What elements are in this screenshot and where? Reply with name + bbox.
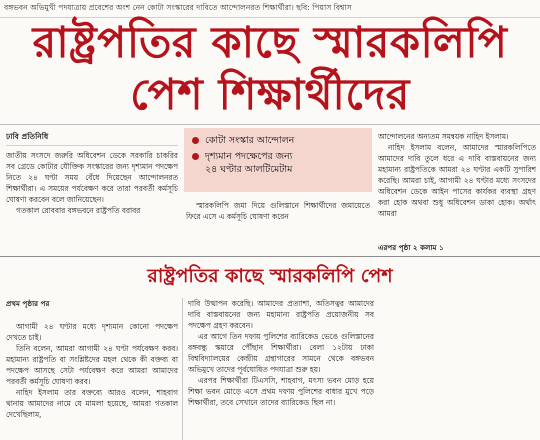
- headline-divider: [0, 124, 540, 125]
- photo-caption: বঙ্গভবন অভিমুখী পদযাত্রায় প্রবেশের অংশ নেন কোটা সংস্কারের দাবিতে আন্দোলনরত শিক্ষার্থীরা। ছবি: পিয়াস বিশ্বাস: [4, 3, 352, 12]
- article-paragraph: এরপর শিক্ষার্থীরা টিএসসি, শাহবাগ, মৎস্য ভবন মোড় হয়ে শিক্ষা ভবন মোড়ে এসে প্রথম দফায় পুলিশের বাধার মুখে পড়ে শিক্ষার্থীরা, তবে সেখানে তাদের ব্যারিকেড ছিল না।: [188, 376, 374, 407]
- article-paragraph: আগামী ২৪ ঘণ্টার মধ্যে দৃশ্যমান কোনো পদক্ষেপ দেখতে চাই।: [6, 322, 178, 342]
- continued-left-column: [6, 298, 178, 440]
- column-divider: [182, 298, 183, 440]
- right-column: [378, 131, 536, 251]
- article-paragraph: দাবি উত্থাপন করেছি। আমাদের প্রত্যাশা, অতিসত্বর আমাদের দাবি বাস্তবায়নের জন্য মহামান্য রাষ্ট্রপতি প্রয়োজনীয় সব পদক্ষেপ গ্রহণ করবেন।: [188, 299, 374, 330]
- byline-divider: [6, 145, 178, 146]
- article-paragraph: জাতীয় সংসদে জরুরি অধিবেশন ডেকে সরকারি চাকরির সব গ্রেডে কোটার যৌক্তিক সংস্কারের জন্য দৃশ্যমান পদক্ষেপ নিতে ২৪ ঘণ্টা সময় বেঁধে দিয়েছেন আন্দোলনরত শিক্ষার্থীরা। এ সময়ের পর্যবেক্ষণ করে তারা পরবর্তী কর্মসূচি ঘোষণা করবেন বলে জানিয়েছেন।: [6, 151, 178, 204]
- middle-column-text: স্মারকলিপি জমা দিয়ে গুলিস্তানে শিক্ষার্থীদের জমায়েতে ফিরে এসে এ কর্মসূচি ঘোষণা করেন: [186, 201, 370, 221]
- bullet-dot-icon: [192, 137, 199, 144]
- highlight-item-1: [192, 134, 364, 147]
- highlight-item-2-cont: ২৪ ঘণ্টার আলটিমেটাম: [205, 164, 293, 175]
- continued-headline: রাষ্ট্রপতির কাছে স্মারকলিপি পেশ: [147, 265, 393, 287]
- bullet-dot-icon: [192, 153, 199, 160]
- from-page-label: প্রথম পৃষ্ঠার পর: [6, 299, 50, 308]
- continued-right-column: [188, 298, 374, 440]
- article-paragraph: গতকাল রোববার বঙ্গভবনে রাষ্ট্রপতি বরাবর: [16, 206, 141, 215]
- article-paragraph: নাহিদ ইসলাম বলেন, আমাদের স্মারকলিপিতে আমাদের দাবি তুলে ধরে এ দাবি বাস্তবায়নের জন্য মহামান্য রাষ্ট্রপতিকে আমরা ২৪ ঘণ্টার একটি সুপারিশ করেছি। আমরা চাই, আগামী ২৪ ঘণ্টার মধ্যে সংসদের অধিবেশন ডেকে আইন পাসের কার্যকর ব্যবস্থা গ্রহণ করা হোক অথবা শুধু অধিবেশন ডাকা হোক। অর্থাৎ আমরা: [378, 143, 536, 218]
- article-paragraph: নাহিদ ইসলাম তার বক্তব্যে আরও বলেন, শাহবাগ থানায় আমাদের নামে যে মামলা হয়েছে, আমরা গতকাল দেখেছিলাম,: [6, 388, 178, 419]
- highlight-item-2: [192, 150, 364, 163]
- section-divider: [0, 256, 540, 257]
- highlight-box: [184, 128, 372, 192]
- highlight-text: কোটা সংস্কার আন্দোলন: [205, 135, 295, 146]
- main-headline-line-2: পেশ শিক্ষার্থীদের: [130, 70, 410, 120]
- byline: ঢাবি প্রতিনিধি: [6, 132, 49, 141]
- highlight-text: দৃশ্যমান পদক্ষেপের জন্য: [205, 151, 293, 162]
- article-paragraph: তিনি বলেন, আমরা আগামী ২৪ ঘণ্টা পর্যবেক্ষণ করব। মহামান্য রাষ্ট্রপতি বা সংশ্লিষ্টদের মহল থেকে কী বক্তব্য বা পদক্ষেপ আসছে সেটা পর্যবেক্ষণ করে আমরা আমাদের পরবর্তী কর্মসূচি ঘোষণা করব।: [6, 344, 178, 386]
- article-paragraph: আন্দোলনের অন্যতম সমন্বয়ক নাহিদ ইসলাম।: [378, 132, 509, 141]
- article-paragraph: এর আগে তিন দফায় পুলিশের ব্যারিকেড ভেঙে গুলিস্তানের বঙ্গবন্ধু স্কয়ারে পৌঁছান শিক্ষার্থীরা। বেলা ১২টায় ঢাকা বিশ্ববিদ্যালয়ের কেন্দ্রীয় গ্রন্থাগারের সামনে থেকে বঙ্গভবন অভিমুখে তাদের পূর্বঘোষিত পদযাত্রা শুরু হয়।: [188, 332, 374, 374]
- continuation-reference: এরপর পৃষ্ঠা ২ কলাম ১: [378, 243, 444, 252]
- left-column: [6, 131, 178, 259]
- main-headline-line-1: রাষ্ট্রপতির কাছে স্মারকলিপি: [32, 18, 508, 68]
